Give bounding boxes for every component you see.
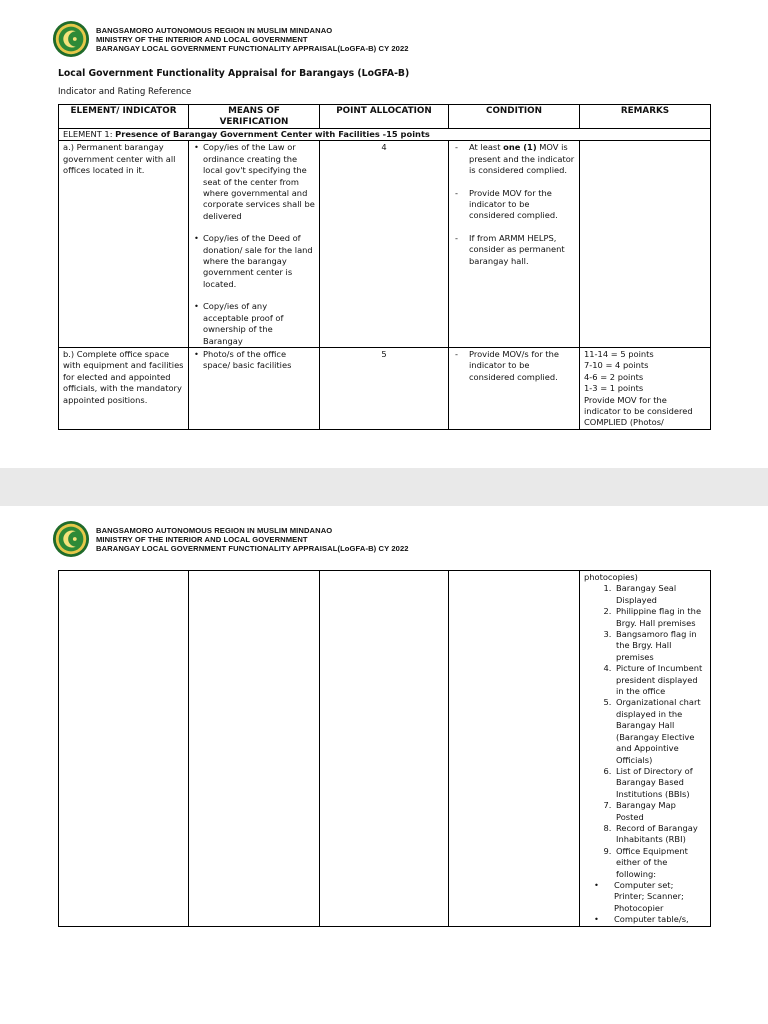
- mov-a-item: • Copy/ies of the Law or ordinance creating the local gov't specifying the seat of the center from where governmental and corporate services shall be delivered: [203, 142, 315, 222]
- element-1-cell: [59, 129, 711, 141]
- condition-b-item: - Provide MOV/s for the indicator to be considered complied.: [469, 349, 575, 383]
- header-line-3: BARANGAY LOCAL GOVERNMENT FUNCTIONALITY APPRAISAL(LoGFA-B) CY 2022: [96, 43, 409, 53]
- equipment-sublist: [584, 880, 706, 926]
- condition-b: [449, 347, 580, 429]
- remarks-b-line: 7-10 = 4 points: [584, 360, 649, 371]
- document-subtitle: Indicator and Rating Reference: [58, 87, 192, 97]
- indicator-cell-empty: [59, 571, 189, 927]
- remarks-a: [580, 141, 711, 348]
- mov-a-item: • Copy/ies of any acceptable proof of ownership of the Barangay: [203, 301, 315, 347]
- page-header: [52, 520, 409, 558]
- indicator-table: [58, 104, 711, 430]
- list-item: 5. Organizational chart displayed in the Barangay Hall (Barangay Elective and Appointive Officials): [614, 697, 706, 765]
- element-row: [59, 129, 711, 141]
- document-title: Local Government Functionality Appraisal for Barangays (LoGFA-B): [58, 68, 410, 79]
- list-item: 9. Office Equipment either of the following:: [614, 846, 706, 880]
- list-item: 6. List of Directory of Barangay Based Institutions (BBIs): [614, 766, 706, 800]
- document-page-2: [0, 506, 768, 1024]
- mov-a-item: • Copy/ies of the Deed of donation/ sale for the land where the barangay government center is located.: [203, 233, 315, 290]
- page-header: [52, 20, 409, 58]
- mov-a: [189, 141, 320, 348]
- remarks-b-continued: [580, 571, 711, 927]
- element-1-title: Presence of Barangay Government Center with Facilities -15 points: [115, 129, 430, 139]
- table-header-row: [59, 105, 711, 129]
- document-page-1: [0, 0, 768, 468]
- header-line-1: BANGSAMORO AUTONOMOUS REGION IN MUSLIM MINDANAO: [96, 25, 333, 35]
- points-b: 5: [320, 347, 449, 429]
- indicator-a: a.) Permanent barangay government center with all offices located in it.: [59, 141, 189, 348]
- list-item: 2. Philippine flag in the Brgy. Hall premises: [614, 606, 706, 629]
- list-item: • Computer table/s,: [614, 914, 706, 925]
- table-row-a: [59, 141, 711, 348]
- header-line-3: BARANGAY LOCAL GOVERNMENT FUNCTIONALITY APPRAISAL(LoGFA-B) CY 2022: [96, 543, 409, 553]
- condition-cell-empty: [449, 571, 580, 927]
- header-element-indicator: ELEMENT/ INDICATOR: [59, 105, 189, 129]
- element-1-prefix: ELEMENT 1:: [63, 129, 116, 139]
- remarks-continued-text: photocopies): [584, 572, 638, 582]
- remarks-b-line: 4-6 = 2 points: [584, 371, 644, 382]
- condition-a-item: - At least one (1) MOV is present and the indicator is considered complied.: [469, 142, 575, 176]
- mov-b-item: • Photo/s of the office space/ basic facilities: [203, 349, 315, 372]
- header-condition: CONDITION: [449, 105, 580, 129]
- mov-cell-empty: [189, 571, 320, 927]
- remarks-b-line: 11-14 = 5 points: [584, 348, 654, 359]
- header-line-1: BANGSAMORO AUTONOMOUS REGION IN MUSLIM MINDANAO: [96, 525, 333, 535]
- header-line-2: MINISTRY OF THE INTERIOR AND LOCAL GOVERNMENT: [96, 34, 308, 44]
- condition-a-item: - If from ARMM HELPS, consider as permanent barangay hall.: [469, 233, 575, 267]
- indicator-b: b.) Complete office space with equipment and facilities for elected and appointed officials, with the mandatory appointed positions.: [59, 347, 189, 429]
- condition-a: [449, 141, 580, 348]
- list-item: 4. Picture of Incumbent president displayed in the office: [614, 663, 706, 697]
- list-item: • Computer set; Printer; Scanner; Photocopier: [614, 880, 706, 914]
- bangsamoro-seal-logo: [52, 20, 90, 58]
- header-means-of-verification: MEANS OF VERIFICATION: [189, 105, 320, 129]
- list-item: 7. Barangay Map Posted: [614, 800, 706, 823]
- header-line-2: MINISTRY OF THE INTERIOR AND LOCAL GOVERNMENT: [96, 534, 308, 544]
- points-a: 4: [320, 141, 449, 348]
- remarks-b-line: Provide MOV for the indicator to be considered COMPLIED (Photos/: [584, 394, 693, 428]
- mov-b: [189, 347, 320, 429]
- table-row-b-continued: [59, 571, 711, 927]
- condition-a-item: - Provide MOV for the indicator to be considered complied.: [469, 188, 575, 222]
- remarks-b: [580, 347, 711, 429]
- list-item: 1. Barangay Seal Displayed: [614, 583, 706, 606]
- bangsamoro-seal-logo: [52, 520, 90, 558]
- table-row-b: [59, 347, 711, 429]
- list-item: 8. Record of Barangay Inhabitants (RBI): [614, 823, 706, 846]
- points-cell-empty: [320, 571, 449, 927]
- remarks-b-line: 1-3 = 1 points: [584, 383, 644, 394]
- header-point-allocation: POINT ALLOCATION: [320, 105, 449, 129]
- list-item: 3. Bangsamoro flag in the Brgy. Hall premises: [614, 629, 706, 663]
- indicator-table-continued: [58, 570, 711, 927]
- remarks-checklist: [584, 583, 706, 880]
- header-remarks: REMARKS: [580, 105, 711, 129]
